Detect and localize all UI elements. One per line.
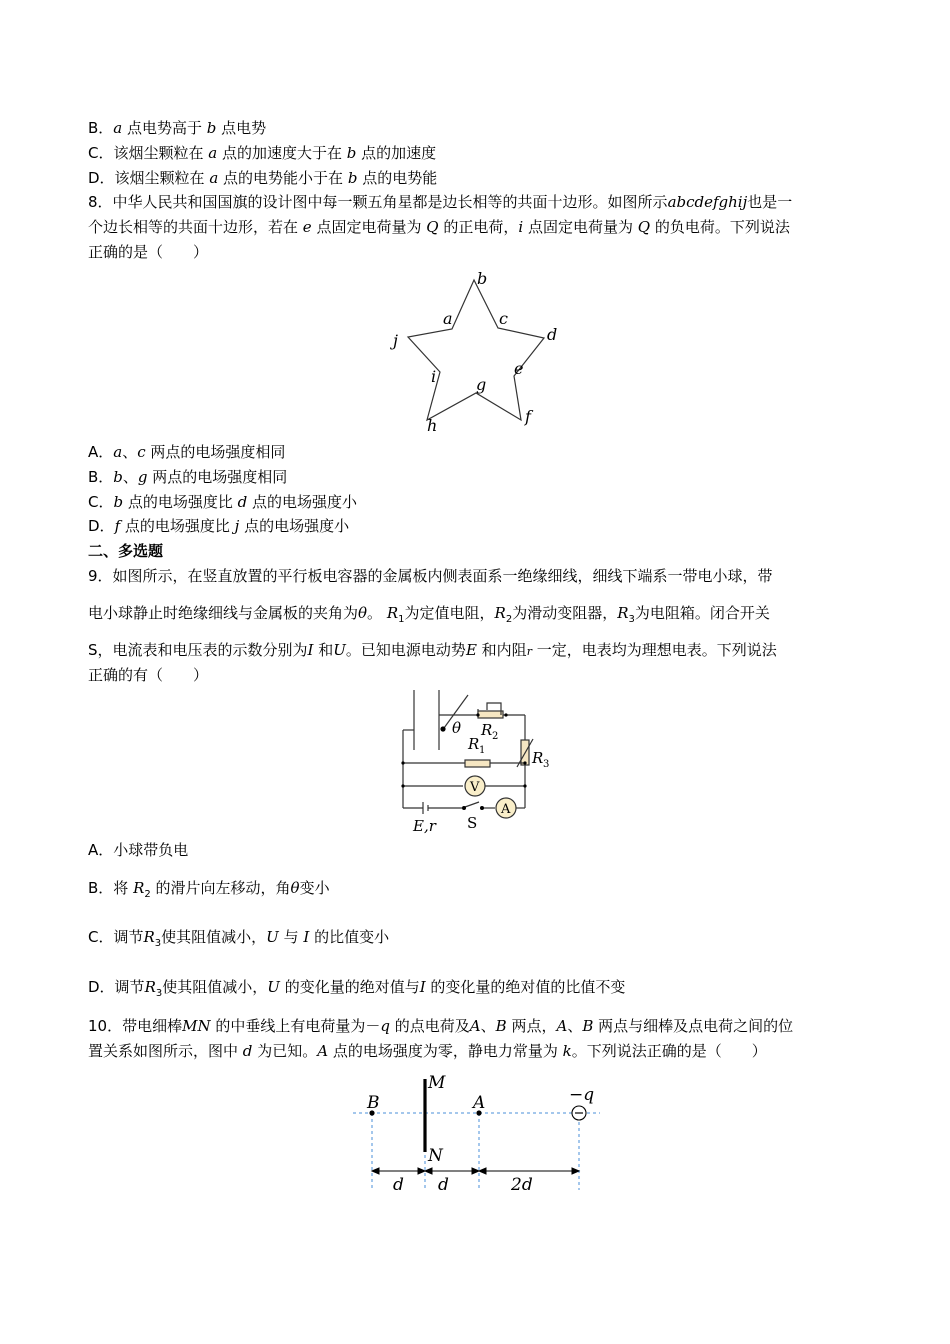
q9-option-a: A．小球带负电 (88, 841, 189, 859)
battery-label: E,r (413, 817, 436, 835)
theta-label: θ (452, 719, 462, 737)
q10-stem-line1: 10．带电细棒MN 的中垂线上有电荷量为－q 的点电荷及A、B 两点，A、B 两点与细棒及点电荷之间的位 (88, 1017, 794, 1035)
label-b: B (367, 1093, 380, 1113)
r3-label: R (532, 749, 544, 767)
label-j: j (393, 331, 398, 350)
star-decagon-figure (385, 268, 570, 438)
ammeter-label: A (501, 802, 511, 817)
label-e: e (514, 359, 524, 378)
label-i: i (431, 367, 437, 386)
q9-stem-line2: 电小球静止时绝缘细线与金属板的夹角为θ。 $R_1$为定值电阻，$R_2$为滑动变阻器，$R_3$为电阻箱。闭合开关 (88, 604, 770, 625)
q8-stem-line3: 正确的是（ ） (88, 243, 209, 261)
dim-d2: d (438, 1175, 449, 1195)
label-a: A (473, 1093, 486, 1113)
q8-stem-line2: 个边长相等的共面十边形，若在 e 点固定电荷量为 Q 的正电荷，i 点固定电荷量为 Q 的负电荷。下列说法 (88, 218, 790, 236)
label-h: h (427, 416, 438, 435)
circuit-diagram (395, 685, 565, 835)
label-b: b (477, 269, 488, 288)
star-outline (408, 280, 544, 420)
q9-option-d: D．调节$R_3$使其阻值减小，U 的变化量的绝对值与I 的变化量的绝对值的比值不变 (88, 978, 626, 999)
label-f: f (525, 407, 531, 426)
q9-option-c: C．调节$R_3$使其阻值减小，U 与 I 的比值变小 (88, 928, 390, 949)
r2-label: R (481, 721, 493, 739)
q7-option-b: B．a 点电势高于 b 点电势 (88, 119, 267, 137)
r3-sub: 3 (543, 759, 550, 770)
q8-stem-line1: 8．中华人民共和国国旗的设计图中每一颗五角星都是边长相等的共面十边形。如图所示abcdefghij也是一 (88, 193, 793, 211)
label-neg-q: −q (569, 1085, 595, 1105)
q9-option-b: B．将 $R_2$ 的滑片向左移动，角θ变小 (88, 879, 330, 900)
r1-sub: 1 (479, 745, 486, 756)
q7-option-c: C．该烟尘颗粒在 a 点的加速度大于在 b 点的加速度 (88, 144, 437, 162)
label-n: N (428, 1146, 443, 1166)
q8-option-b: B．b、g 两点的电场强度相同 (88, 468, 288, 486)
label-a: a (443, 309, 453, 328)
dim-d1: d (393, 1175, 404, 1195)
q9-stem-line1: 9．如图所示，在竖直放置的平行板电容器的金属板内侧表面系一绝缘细线，细线下端系一带电小球，带 (88, 567, 773, 585)
label-m: M (428, 1073, 446, 1093)
label-d: d (547, 325, 558, 344)
q7-option-d: D．该烟尘颗粒在 a 点的电势能小于在 b 点的电势能 (88, 169, 438, 187)
voltmeter-label: V (470, 780, 480, 795)
section-title-multiple-choice: 二、多选题 (88, 542, 164, 560)
q8-option-d: D．f 点的电场强度比 j 点的电场强度小 (88, 517, 350, 535)
r2-sub: 2 (492, 731, 499, 742)
label-g: g (476, 375, 487, 394)
q8-option-a: A．a、c 两点的电场强度相同 (88, 443, 286, 461)
r1-label: R (468, 735, 480, 753)
dim-2d: 2d (511, 1175, 533, 1195)
q8-option-c: C．b 点的电场强度比 d 点的电场强度小 (88, 493, 358, 511)
label-c: c (499, 309, 508, 328)
rod-charge-figure (345, 1070, 605, 1198)
switch-label: S (467, 814, 478, 832)
q9-stem-line3: S，电流表和电压表的示数分别为I 和U。已知电源电动势E 和内阻r 一定，电表均为理想电表。下列说法 (88, 641, 777, 659)
q10-stem-line2: 置关系如图所示，图中 d 为已知。A 点的电场强度为零，静电力常量为 k。下列说法正确的是（ ） (88, 1042, 767, 1060)
q9-stem-line4: 正确的有（ ） (88, 666, 209, 684)
